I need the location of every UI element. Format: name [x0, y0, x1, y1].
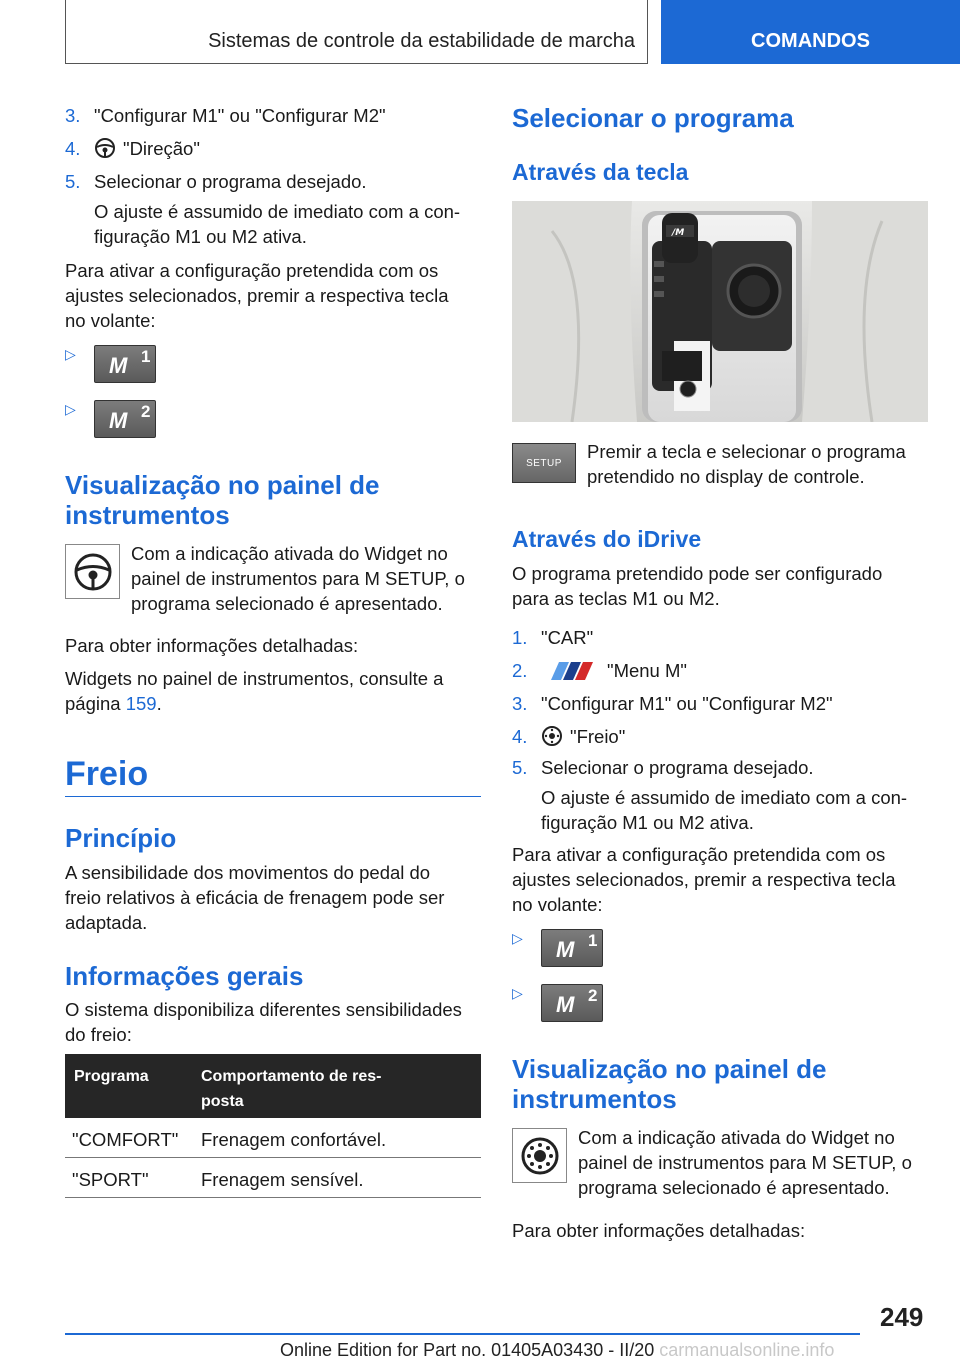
text-line	[65, 691, 481, 716]
text-line: programa selecionado é apresentado.	[131, 593, 443, 614]
text-line: painel de instrumentos para M SETUP, o	[578, 1152, 912, 1173]
heading-line: Visualização no painel de	[65, 470, 380, 500]
center-console-photo	[512, 201, 928, 422]
m-letter: M	[109, 353, 127, 378]
step-number: 5.	[65, 171, 81, 192]
setup-text	[587, 439, 932, 489]
text-line: do freio:	[65, 1024, 132, 1045]
m-superscript: 1	[588, 931, 598, 950]
m2-button-icon	[94, 400, 156, 438]
footer-rule	[65, 1333, 860, 1335]
text-line: ajustes selecionados, premir a respectiva tecla	[65, 285, 449, 306]
brake-disc-icon	[541, 724, 563, 749]
page-link[interactable]: 159	[125, 693, 157, 714]
idrive-heading: Através do iDrive	[512, 526, 702, 552]
tecla-heading: Através da tecla	[512, 159, 689, 185]
detail-line: figuração M1 ou M2 ativa.	[94, 226, 307, 247]
step-number: 5.	[512, 757, 528, 778]
text-fragment: página	[65, 693, 121, 714]
m1-button-icon	[541, 929, 603, 967]
right-info-label: Para obter informações detalhadas:	[512, 1220, 806, 1241]
bullet-marker: ▷	[512, 985, 523, 1001]
m-stripes-icon	[547, 661, 599, 686]
left-info-label: Para obter informações detalhadas:	[65, 635, 359, 656]
step-text: "Direção"	[123, 138, 200, 159]
table-row	[65, 1158, 481, 1198]
step-text: "Menu M"	[607, 660, 687, 681]
table-cell-program: "COMFORT"	[72, 1129, 179, 1150]
header-section-title: Sistemas de controle da estabilidade de marcha	[208, 30, 635, 52]
text-line: Para ativar a configuração pretendida com os	[512, 844, 886, 865]
m-superscript: 1	[141, 347, 151, 366]
right-display-text	[578, 1125, 938, 1200]
table-header	[65, 1054, 481, 1118]
step-number: 4.	[512, 726, 528, 747]
step-text: "Configurar M1" ou "Configurar M2"	[94, 105, 386, 126]
step-text: "CAR"	[541, 627, 594, 648]
detail-line: O ajuste é assumido de imediato com a con-	[94, 201, 461, 222]
m-letter: M	[556, 992, 574, 1017]
left-display-text	[131, 541, 491, 616]
freio-heading: Freio	[65, 755, 149, 793]
text-line: A sensibilidade dos movimentos do pedal do	[65, 862, 431, 883]
left-press-text	[65, 258, 481, 333]
text-line: Com a indicação ativada do Widget no	[131, 543, 448, 564]
bullet-marker: ▷	[65, 401, 76, 417]
text-line: ajustes selecionados, premir a respectiva tecla	[512, 869, 896, 890]
text-line: pretendido no display de controle.	[587, 466, 865, 487]
heading-line: instrumentos	[512, 1084, 677, 1114]
heading-line: Visualização no painel de	[512, 1054, 827, 1084]
idrive-text	[512, 561, 928, 611]
heading-line: instrumentos	[65, 500, 230, 530]
detail-line: O ajuste é assumido de imediato com a con-	[541, 787, 908, 808]
section-divider	[65, 796, 481, 797]
text-line: adaptada.	[65, 912, 148, 933]
footer-edition	[280, 1340, 834, 1361]
principio-text	[65, 860, 481, 935]
page-number: 249	[880, 1302, 924, 1332]
table-cell-behavior: Frenagem sensível.	[201, 1169, 364, 1190]
header-section-box	[65, 0, 648, 64]
step-number: 3.	[65, 105, 81, 126]
table-cell-program: "SPORT"	[72, 1169, 149, 1190]
left-display-heading	[65, 470, 481, 530]
table-header-program: Programa	[74, 1068, 149, 1085]
select-program-heading: Selecionar o programa	[512, 103, 794, 133]
left-widgets-ref	[65, 666, 481, 716]
text-line: Com a indicação ativada do Widget no	[578, 1127, 895, 1148]
table-header-behavior	[201, 1064, 381, 1114]
text-line: freio relativos à eficácia de frenagem pode ser	[65, 887, 445, 908]
step-number: 4.	[65, 138, 81, 159]
m-superscript: 2	[588, 986, 598, 1005]
text-line: O programa pretendido pode ser configurado	[512, 563, 883, 584]
text-line: Widgets no painel de instrumentos, consulte a	[65, 668, 444, 689]
table-row	[65, 1118, 481, 1158]
detail-line: figuração M1 ou M2 ativa.	[541, 812, 754, 833]
principio-heading: Princípio	[65, 823, 177, 853]
text-line: para as teclas M1 ou M2.	[512, 588, 720, 609]
right-step5-detail	[541, 785, 931, 835]
gerais-text	[65, 997, 481, 1047]
text-line: painel de instrumentos para M SETUP, o	[131, 568, 465, 589]
left-step5-detail	[94, 199, 484, 249]
header-line: posta	[201, 1093, 244, 1110]
m-superscript: 2	[141, 402, 151, 421]
steering-wheel-icon	[65, 544, 120, 599]
right-press-text	[512, 842, 928, 917]
step-number: 3.	[512, 693, 528, 714]
header-chapter-tab[interactable]: COMANDOS	[661, 0, 960, 64]
header-line: Comportamento de res-	[201, 1068, 382, 1085]
bullet-marker: ▷	[65, 346, 76, 362]
brake-disc-display-icon	[512, 1128, 567, 1183]
watermark-text: carmanualsonline.info	[659, 1340, 835, 1360]
m-letter: M	[109, 408, 127, 433]
step-number: 1.	[512, 627, 528, 648]
table-cell-behavior: Frenagem confortável.	[201, 1129, 387, 1150]
text-line: no volante:	[65, 310, 156, 331]
bullet-marker: ▷	[512, 930, 523, 946]
text-line: Para ativar a configuração pretendida com os	[65, 260, 439, 281]
step-number: 2.	[512, 660, 528, 681]
step-text: Selecionar o programa desejado.	[541, 757, 814, 778]
m-letter: M	[556, 937, 574, 962]
text-line: no volante:	[512, 894, 603, 915]
text-line: programa selecionado é apresentado.	[578, 1177, 890, 1198]
text-line: Premir a tecla e selecionar o programa	[587, 441, 906, 462]
steering-icon	[94, 136, 116, 161]
edition-text: Online Edition for Part no. 01405A03430 - II/20	[280, 1340, 655, 1360]
m1-button-icon	[94, 345, 156, 383]
svg-text:/M: /M	[672, 228, 685, 238]
step-text: "Configurar M1" ou "Configurar M2"	[541, 693, 833, 714]
text-line: O sistema disponibiliza diferentes sensibilidades	[65, 999, 462, 1020]
text-fragment: .	[156, 693, 162, 714]
step-text: Selecionar o programa desejado.	[94, 171, 367, 192]
step-text: "Freio"	[570, 726, 626, 747]
right-display-heading	[512, 1054, 928, 1114]
setup-button-icon: SETUP	[512, 443, 576, 483]
gerais-heading: Informações gerais	[65, 961, 304, 991]
m2-button-icon	[541, 984, 603, 1022]
